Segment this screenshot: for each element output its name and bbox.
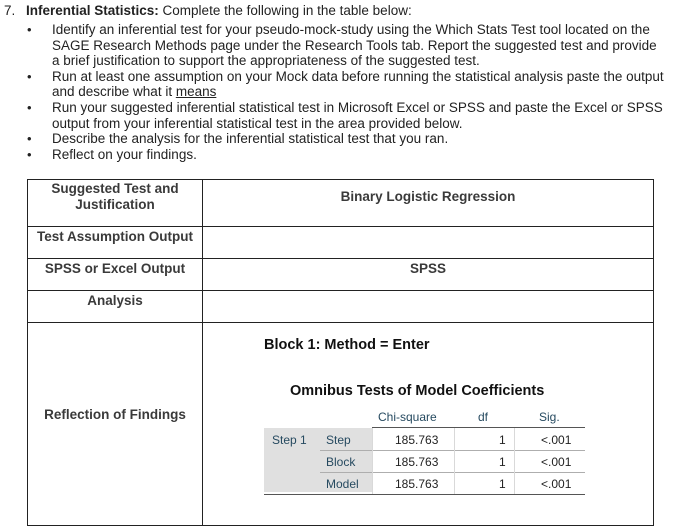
df-value: 1 bbox=[499, 477, 506, 491]
column-divider bbox=[514, 428, 515, 494]
output-type-cell[interactable] bbox=[203, 259, 654, 291]
table-row bbox=[28, 227, 654, 259]
suggested-test-cell[interactable] bbox=[203, 180, 654, 227]
reflection-label: Reflection of Findings bbox=[44, 407, 186, 422]
analysis-cell[interactable] bbox=[203, 291, 654, 323]
col-header-df: df bbox=[478, 410, 489, 424]
suggested-test-label: Suggested Test and Justification bbox=[51, 181, 179, 212]
df-value: 1 bbox=[499, 433, 506, 447]
chi-square-value: 185.763 bbox=[395, 477, 439, 491]
row-label-cell bbox=[28, 259, 203, 291]
bottom-rule bbox=[264, 494, 585, 495]
row-label-model: Model bbox=[326, 477, 359, 491]
table-row bbox=[28, 291, 654, 323]
row-label-cell bbox=[28, 227, 203, 259]
row-label-cell bbox=[28, 323, 203, 526]
reflection-cell[interactable] bbox=[203, 323, 654, 526]
row-label-cell bbox=[28, 291, 203, 323]
chi-square-value: 185.763 bbox=[395, 455, 439, 469]
df-value: 1 bbox=[499, 455, 506, 469]
sig-value: <.001 bbox=[541, 433, 572, 447]
row-label-step: Step bbox=[326, 433, 351, 447]
analysis-label: Analysis bbox=[87, 293, 143, 308]
output-type-label: SPSS or Excel Output bbox=[44, 261, 186, 276]
instruction-list bbox=[25, 22, 665, 162]
row-divider bbox=[320, 472, 585, 473]
question-heading bbox=[4, 3, 412, 19]
instruction-item: • Describe the analysis for the inferential statistical test that you ran. bbox=[25, 131, 665, 147]
instruction-item: • Reflect on your findings. bbox=[25, 147, 665, 163]
sig-value: <.001 bbox=[541, 455, 572, 469]
table-row bbox=[28, 323, 654, 526]
row-divider bbox=[320, 450, 585, 451]
instruction-item: • Run your suggested inferential statistical test in Microsoft Excel or SPSS and paste the Excel or SPSS output from your inferential statistical test in the area provided below. bbox=[25, 100, 665, 131]
chi-square-value: 185.763 bbox=[395, 433, 439, 447]
output-type-value: SPSS bbox=[409, 261, 447, 276]
means-link[interactable]: means bbox=[175, 84, 217, 100]
assumption-output-cell[interactable] bbox=[203, 227, 654, 259]
table-row bbox=[28, 180, 654, 227]
sig-value: <.001 bbox=[541, 477, 572, 491]
question-intro: Complete the following in the table below: bbox=[158, 3, 412, 18]
block-title: Block 1: Method = Enter bbox=[264, 337, 430, 353]
instruction-item: • Identify an inferential test for your pseudo-mock-study using the Which Stats Test tool located on the SAGE Research Methods page under the Research Tools tab. Report the suggested test and provide a brief justification to support the appropriateness of the suggested test. bbox=[25, 22, 665, 69]
instruction-item: • Run at least one assumption on your Mock data before running the statistical analysis paste the output and describe what it means bbox=[25, 69, 665, 100]
omnibus-table-title: Omnibus Tests of Model Coefficients bbox=[290, 383, 545, 399]
step1-label: Step 1 bbox=[272, 433, 307, 447]
omnibus-table bbox=[264, 408, 585, 492]
spss-output bbox=[203, 323, 653, 525]
row-label-cell bbox=[28, 180, 203, 227]
suggested-test-value: Binary Logistic Regression bbox=[340, 189, 516, 204]
question-number: 7. bbox=[4, 3, 16, 18]
response-table bbox=[27, 179, 654, 526]
row-label-block: Block bbox=[326, 455, 356, 469]
col-header-chi-square: Chi-square bbox=[378, 410, 437, 424]
header-rule bbox=[372, 427, 585, 428]
column-divider bbox=[372, 428, 373, 494]
question-title: Inferential Statistics: bbox=[26, 3, 159, 18]
assumption-label: Test Assumption Output bbox=[37, 229, 193, 244]
column-divider bbox=[454, 428, 455, 494]
table-row bbox=[28, 259, 654, 291]
col-header-sig: Sig. bbox=[539, 410, 560, 424]
